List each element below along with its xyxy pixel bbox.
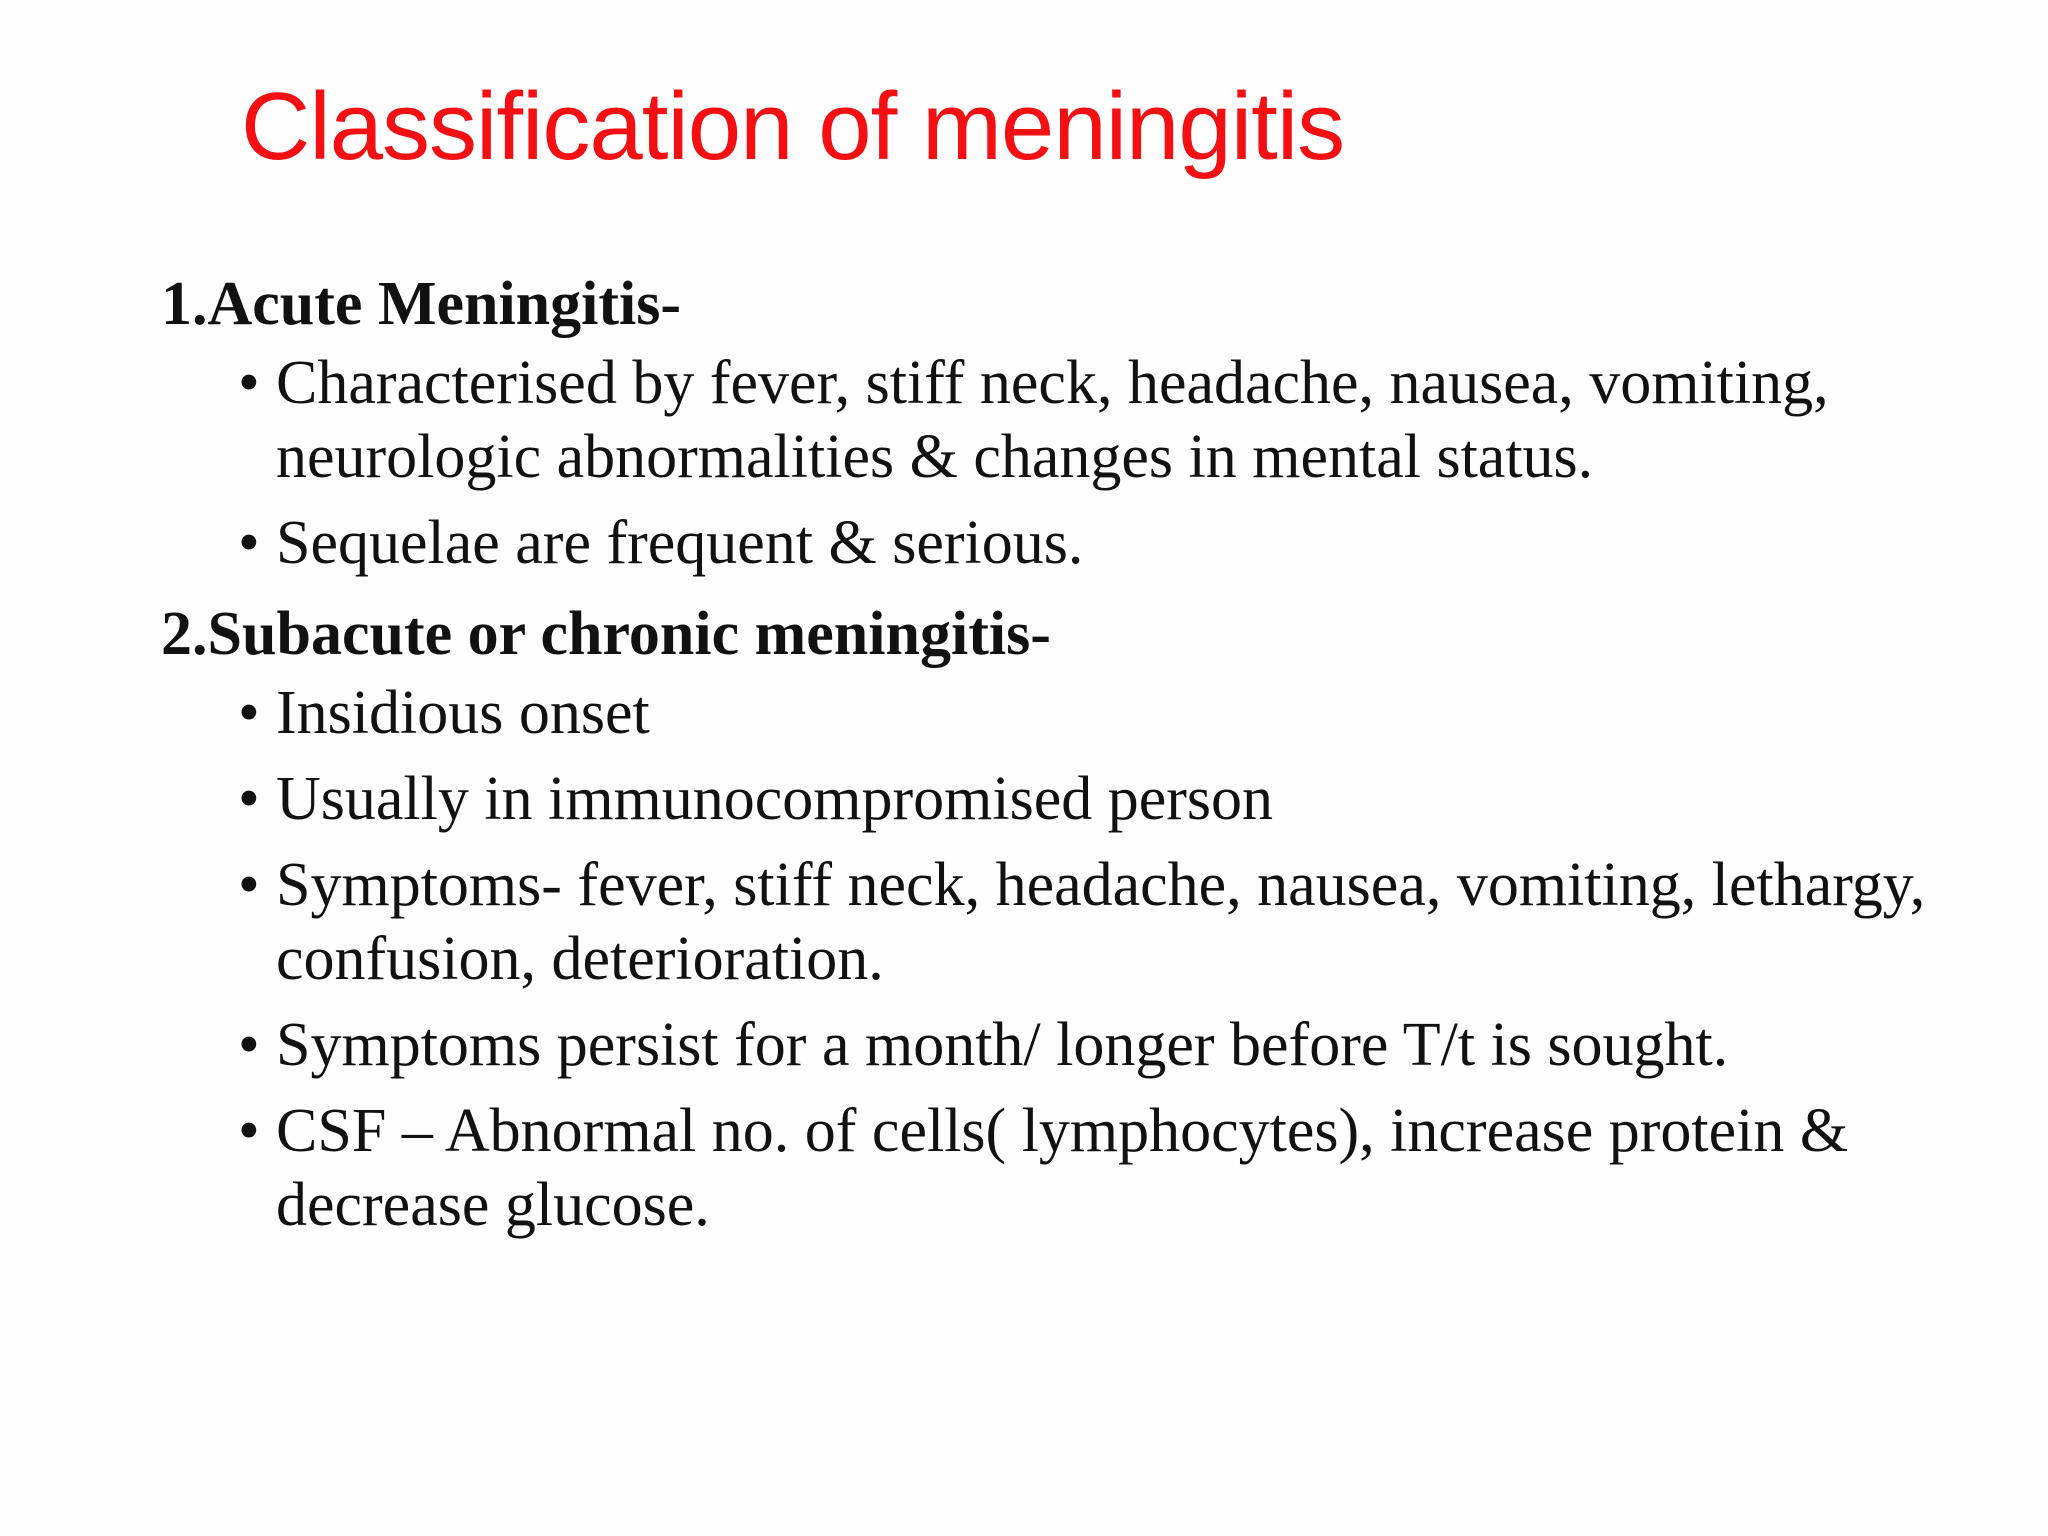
bullet-text: Sequelae are frequent & serious.	[276, 509, 1084, 577]
list-item	[238, 506, 2021, 580]
bullet-text: Usually in immunocompromised person	[276, 765, 1274, 833]
slide-body	[161, 262, 2021, 1254]
bullet-text: CSF – Abnormal no. of cells( lymphocytes), increase protein & decrease glucose.	[276, 1097, 1849, 1239]
bullet-icon: •	[238, 851, 260, 919]
bullet-text: Insidious onset	[276, 679, 650, 747]
acute-bullet-list	[161, 346, 2021, 580]
slide-title: Classification of meningitis	[241, 73, 1345, 180]
bullet-text: Characterised by fever, stiff neck, headache, nausea, vomiting, neurologic abnormalities & changes in mental status.	[276, 349, 1829, 491]
bullet-text: Symptoms persist for a month/ longer before T/t is sought.	[276, 1011, 1729, 1079]
list-item	[238, 1008, 2021, 1082]
bullet-text: Symptoms- fever, stiff neck, headache, nausea, vomiting, lethargy, confusion, deterioration.	[276, 851, 1926, 993]
bullet-icon: •	[238, 679, 260, 747]
bullet-icon: •	[238, 1011, 260, 1079]
list-item	[238, 762, 2021, 836]
bullet-icon: •	[238, 349, 260, 417]
bullet-icon: •	[238, 765, 260, 833]
chronic-bullet-list	[161, 676, 2021, 1242]
section-heading-chronic: 2.Subacute or chronic meningitis-	[161, 600, 1051, 668]
list-item	[238, 848, 2021, 996]
bullet-icon: •	[238, 509, 260, 577]
section-heading-acute: 1.Acute Meningitis-	[161, 270, 682, 338]
list-item	[238, 346, 2021, 494]
bullet-icon: •	[238, 1097, 260, 1165]
list-item	[238, 676, 2021, 750]
list-item	[238, 1094, 2021, 1242]
